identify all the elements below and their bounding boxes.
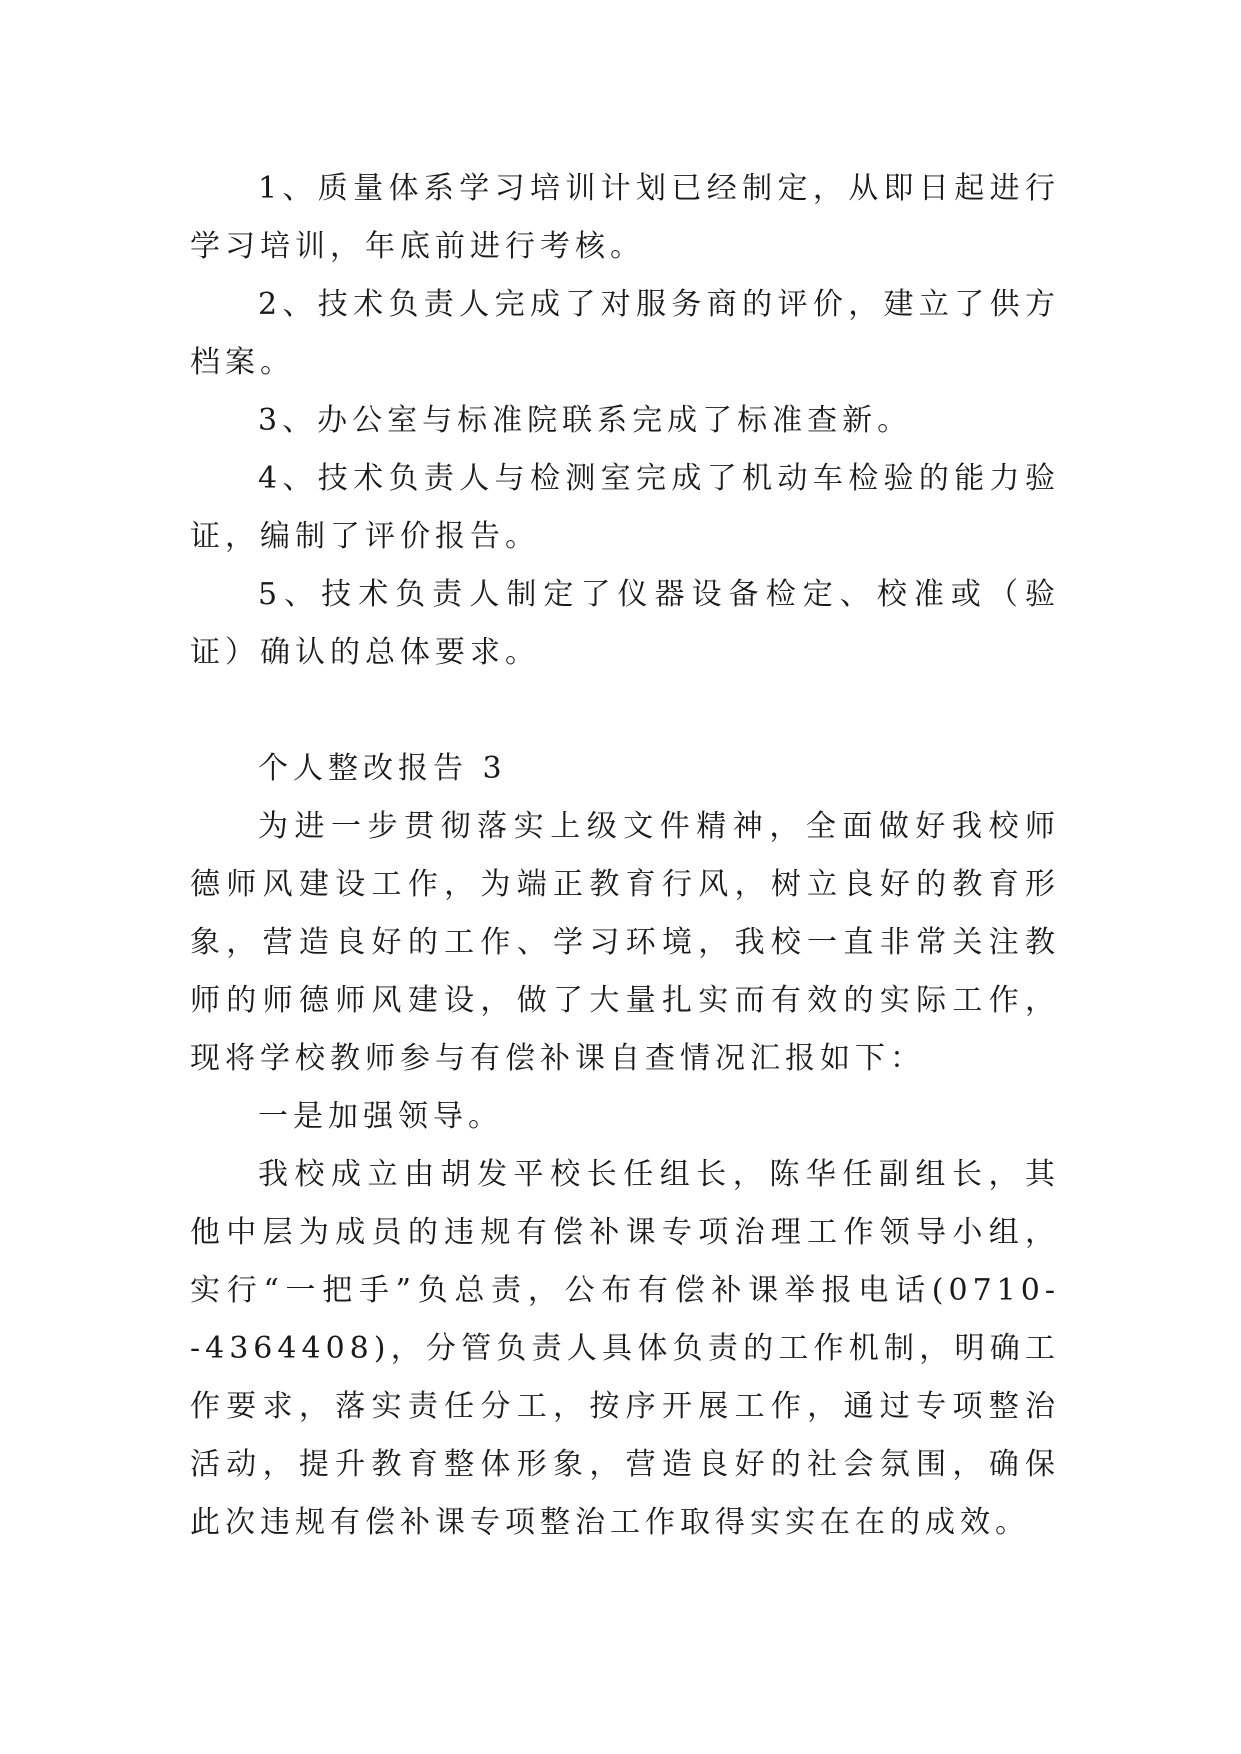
paragraph-item-5: 5、技术负责人制定了仪器设备检定、校准或（验证）确认的总体要求。 <box>190 577 1060 670</box>
paragraph-item-3: 3、办公室与标准院联系完成了标准查新。 <box>258 403 913 438</box>
section-title: 个人整改报告 3 <box>258 751 507 786</box>
section-paragraph-intro: 为进一步贯彻落实上级文件精神，全面做好我校师德师风建设工作，为端正教育行风，树立良好的教育形象，营造良好的工作、学习环境，我校一直非常关注教师的师德师风建设，做了大量扎实而有效的实际工作，现将学校教师参与有偿补课自查情况汇报如下： <box>190 809 1060 1076</box>
paragraph-item-1: 1、质量体系学习培训计划已经制定，从即日起进行学习培训，年底前进行考核。 <box>190 171 1060 264</box>
paragraph-item-4: 4、技术负责人与检测室完成了机动车检验的能力验证，编制了评价报告。 <box>190 461 1060 554</box>
section-paragraph-body: 我校成立由胡发平校长任组长，陈华任副组长，其他中层为成员的违规有偿补课专项治理工作领导小组，实行“一把手”负总责，公布有偿补课举报电话(0710--4364408)，分管负责人具体负责的工作机制，明确工作要求，落实责任分工，按序开展工作，通过专项整治活动，提升教育整体形象，营造良好的社会氛围，确保此次违规有偿补课专项整治工作取得实实在在的成效。 <box>190 1157 1060 1540</box>
document-body <box>190 160 1060 1552</box>
paragraph-item-2: 2、技术负责人完成了对服务商的评价，建立了供方档案。 <box>190 287 1060 380</box>
section-paragraph-subheading: 一是加强领导。 <box>258 1099 503 1134</box>
